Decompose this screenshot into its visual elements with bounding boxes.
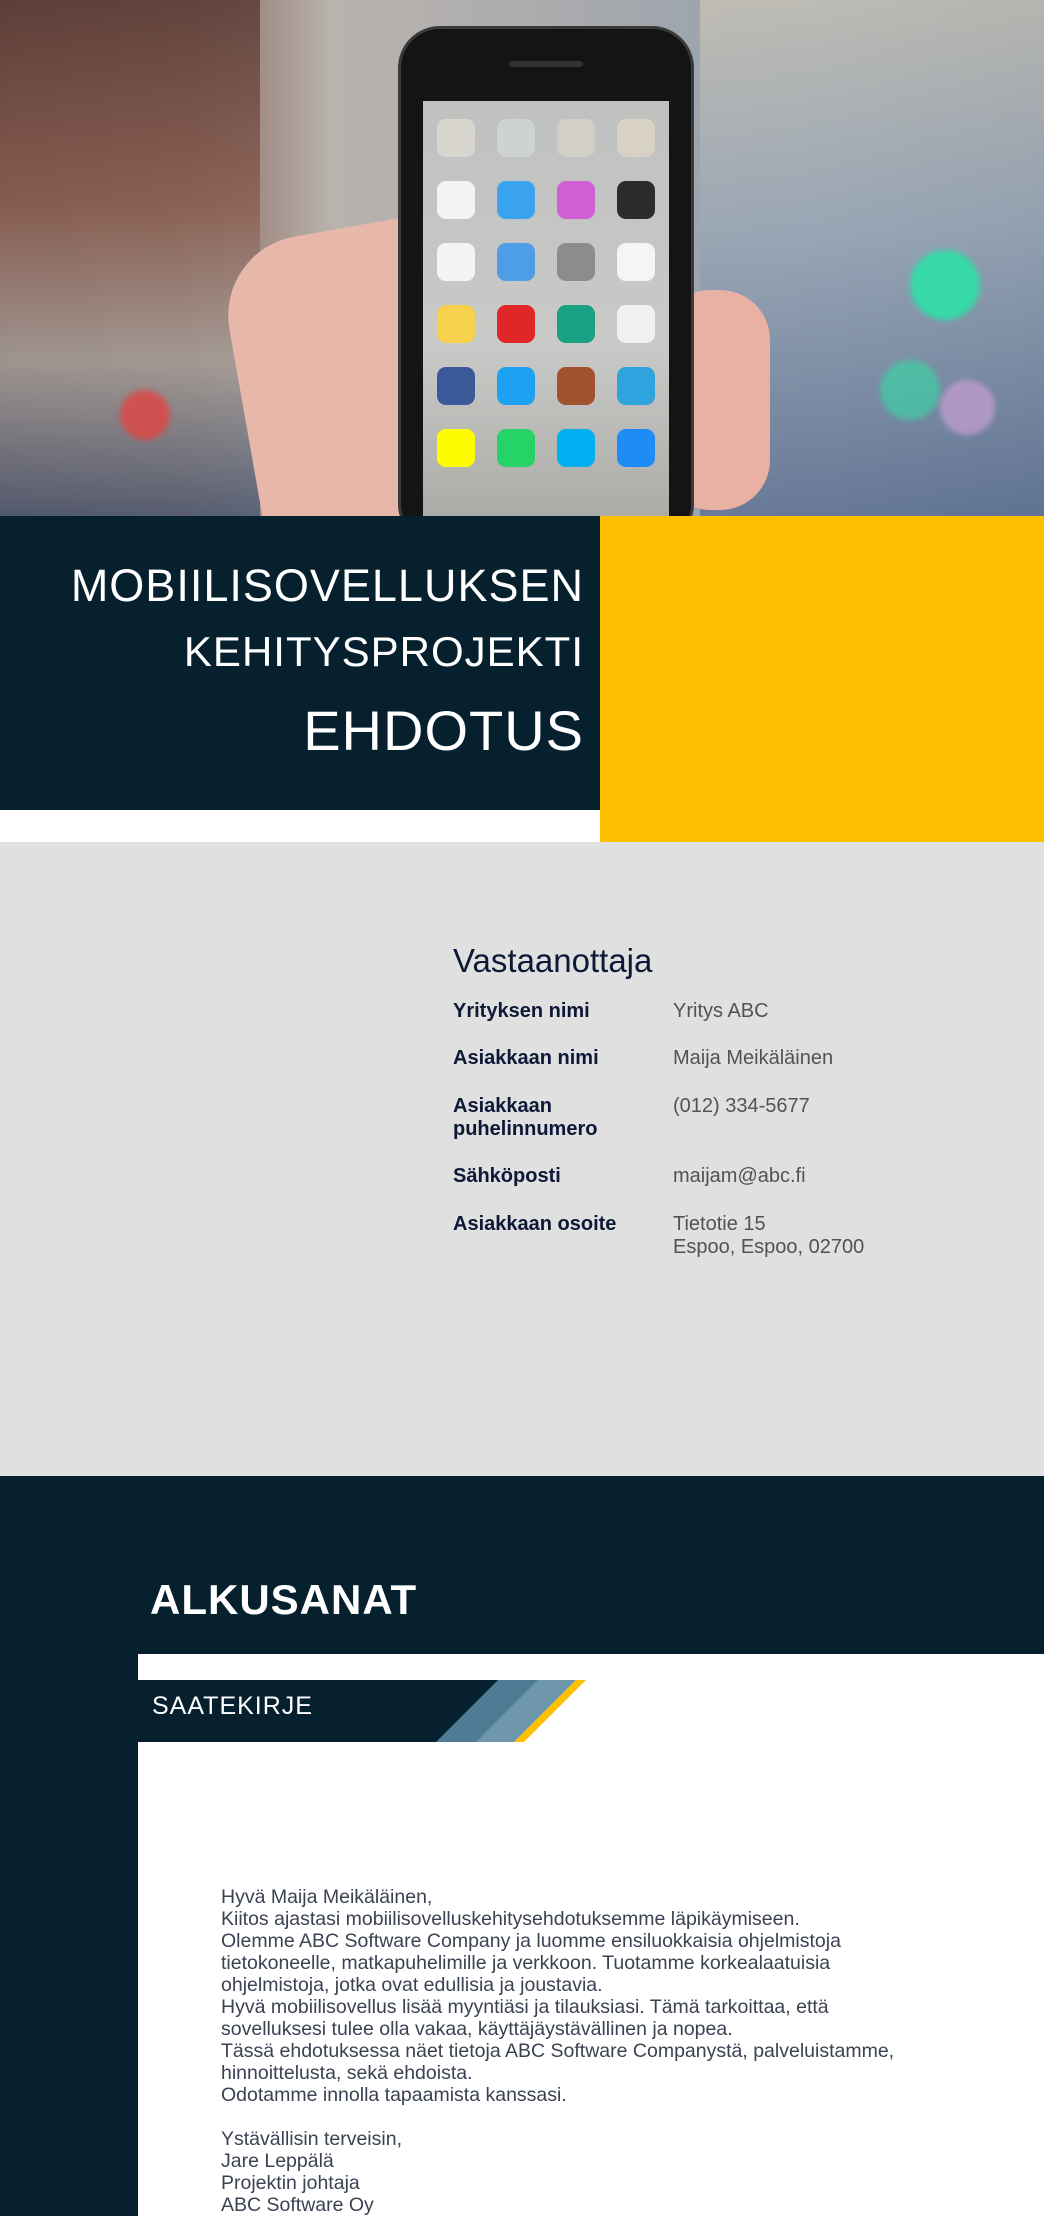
row-value: Tietotie 15 Espoo, Espoo, 02700: [673, 1213, 865, 1258]
foreword-heading: ALKUSANAT: [150, 1576, 418, 1623]
row-label: Asiakkaan nimi: [453, 1047, 599, 1069]
row-label: Asiakkaan osoite: [453, 1213, 617, 1235]
cover-letter: [221, 1886, 921, 2216]
row-value: Yritys ABC: [673, 1000, 769, 1022]
title-line-1: MOBIILISOVELLUKSEN: [70, 560, 584, 611]
title-line-2: KEHITYSPROJEKTI: [183, 628, 584, 675]
subheading: SAATEKIRJE: [152, 1692, 313, 1720]
row-value: maijam@abc.fi: [673, 1165, 806, 1187]
title-block: [0, 516, 600, 810]
cover-letter-panel: [138, 1654, 1044, 2216]
phone-screen: [423, 101, 669, 516]
cover-letter-text: Hyvä Maija Meikäläinen, Kiitos ajastasi mobiilisovelluskehitysehdotuksemme läpikäymiseen. Olemme ABC Software Company ja luomme ensiluokkaisia ohjelmistoja tietokoneelle, matkapuhelimille ja verkkoon. Tuotamme korkealaatuisia ohjelmistoja, jotka ovat edullisia ja joustavia. Hyvä mobiilisovellus lisää myyntiäsi ja tilauksiasi. Tämä tarkoittaa, että sovelluksesi tulee olla vakaa, käyttäjäystävällinen ja nopea. Tässä ehdotuksessa näet tietoja ABC Software Companystä, palveluistamme, hinnoittelusta, sekä ehdoista. Odotamme innolla tapaamista kanssasi. Ystävällisin terveisin, Jare Leppälä Projektin johtaja ABC Software Oy: [221, 1886, 895, 2216]
hero-photo: [0, 0, 1044, 516]
row-label: Asiakkaan puhelinnumero: [453, 1095, 598, 1140]
row-label: Yrityksen nimi: [453, 1000, 590, 1022]
app-grid: [437, 119, 657, 467]
row-value: (012) 334-5677: [673, 1095, 810, 1117]
title-line-3: EHDOTUS: [303, 699, 584, 762]
smartphone: [398, 26, 694, 516]
recipient-section: [0, 842, 1044, 1476]
row-value: Maija Meikäläinen: [673, 1047, 834, 1069]
row-label: Sähköposti: [453, 1165, 561, 1187]
recipient-heading: Vastaanottaja: [453, 942, 653, 979]
accent-block: [600, 516, 1044, 842]
